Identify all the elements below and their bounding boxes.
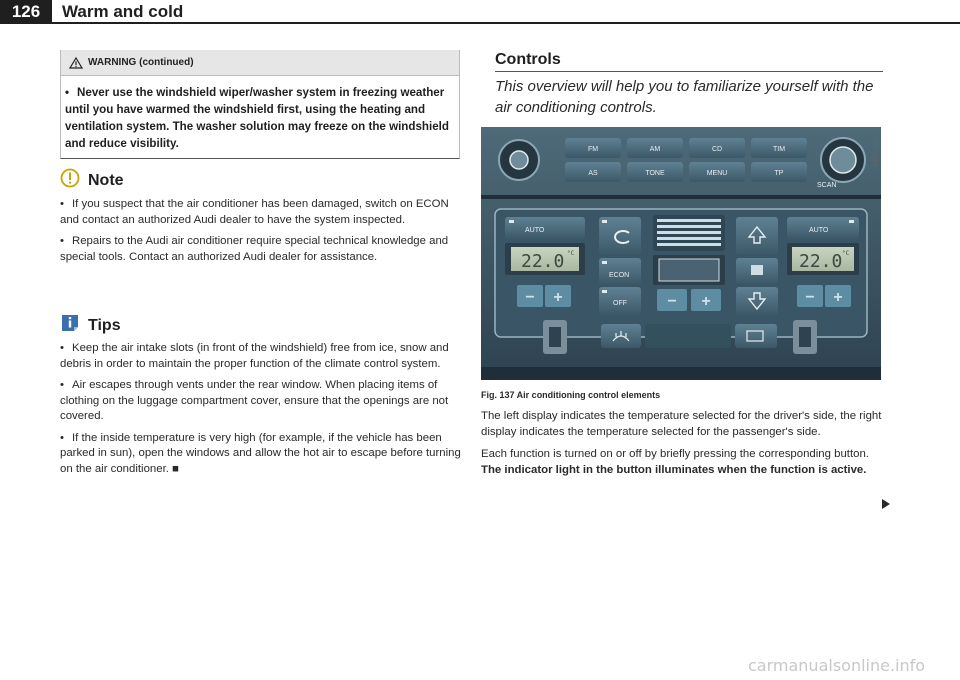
tips-title: Tips	[88, 316, 121, 334]
air-distribution-up-button[interactable]	[736, 217, 778, 255]
temperature-display-right	[787, 243, 859, 275]
tips-item-text: Keep the air intake slots (in front of the windshield) free from ice, snow and debris in order to maintain the proper function of the climate control system.	[60, 342, 449, 370]
temperature-display-left	[505, 243, 585, 275]
radio-button-label: MENU	[706, 170, 728, 177]
climate-control-figure	[481, 127, 881, 380]
econ-label: ECON	[609, 272, 630, 279]
temp-up-button-left[interactable]	[545, 285, 571, 307]
temp-down-button-right[interactable]	[797, 285, 823, 307]
figure-code: B8E-0962	[873, 135, 880, 167]
center-blank-panel	[645, 324, 731, 348]
body-paragraph	[481, 446, 883, 478]
section-title: Controls	[495, 51, 561, 68]
radio-button-label: FM	[587, 146, 599, 153]
continue-arrow-icon	[881, 497, 891, 515]
tips-item-text: Air escapes through vents under the rear window. When placing items of clothing on the luggage compartment cover, ensure that the openings are not covered.	[60, 379, 449, 422]
body-text-bold: The indicator light in the button illuminates when the function is active.	[481, 464, 867, 476]
radio-button-tp[interactable]	[751, 162, 807, 182]
fan-up-button[interactable]	[691, 289, 721, 311]
tips-item: • If the inside temperature is very high (for example, if the vehicle has been parked in sun), open the windows and allow the hot air to escape before turning on the air conditioner. ■	[60, 431, 461, 475]
warning-label: WARNING (continued)	[88, 57, 194, 68]
note-list	[60, 197, 462, 271]
chapter-title: Warm and cold	[62, 2, 184, 21]
radio-button-label: TIM	[772, 146, 786, 153]
auto-button-right[interactable]	[787, 217, 859, 239]
info-icon	[60, 313, 80, 338]
seat-heat-button-left[interactable]	[543, 320, 567, 354]
center-display	[653, 255, 725, 285]
note-item: • Repairs to the Audi air conditioner require special technical knowledge and special tools. Contact an authorized Audi dealer for assistance.	[60, 235, 449, 263]
note-item-text: Repairs to the Audi air conditioner require special technical knowledge and special tools. Contact an authorized Audi dealer for assistance.	[60, 235, 449, 263]
radio-button-as[interactable]	[565, 162, 621, 182]
note-item: • If you suspect that the air conditioner has been damaged, switch on ECON and contact an authorized Audi dealer to have the system inspected.	[60, 198, 449, 226]
radio-button-label: AM	[649, 146, 661, 153]
minus-label: −	[805, 289, 815, 306]
radio-button-tone[interactable]	[627, 162, 683, 182]
left-temp-value: 22.0	[521, 251, 565, 272]
radio-button-menu[interactable]	[689, 162, 745, 182]
off-label: OFF	[613, 300, 627, 307]
body-text-plain: Each function is turned on or off by briefly pressing the corresponding button.	[481, 448, 869, 460]
auto-label: AUTO	[809, 227, 829, 234]
radio-button-label: TP	[774, 170, 784, 177]
minus-label: −	[667, 293, 677, 310]
right-temp-value: 22.0	[799, 251, 843, 272]
radio-button-label: TONE	[645, 170, 665, 177]
figure-caption: Fig. 137 Air conditioning control elements	[481, 390, 661, 400]
plus-label: +	[553, 289, 563, 306]
note-item-text: If you suspect that the air conditioner has been damaged, switch on ECON and contact an authorized Audi dealer to have the system inspected.	[60, 198, 449, 226]
watermark: carmanualsonline.info	[748, 656, 926, 675]
off-button[interactable]	[599, 287, 641, 315]
warning-text-block	[61, 76, 459, 158]
auto-button-left[interactable]	[505, 217, 585, 239]
radio-button-label: CD	[711, 146, 723, 153]
warning-box	[60, 50, 460, 159]
temp-unit: °C	[567, 250, 575, 257]
radio-button-tim[interactable]	[751, 138, 807, 158]
air-distribution-down-button[interactable]	[736, 287, 778, 315]
econ-button[interactable]	[599, 258, 641, 284]
rear-defrost-button[interactable]	[601, 324, 641, 348]
tips-list	[60, 341, 462, 483]
body-text	[481, 408, 883, 484]
recirculation-button[interactable]	[599, 217, 641, 255]
warning-triangle-icon	[69, 57, 83, 69]
tips-item: • Air escapes through vents under the rear window. When placing items of clothing on the luggage compartment cover, ensure that the openings are not covered.	[60, 379, 449, 422]
minus-label: −	[525, 289, 535, 306]
end-mark: ■	[172, 462, 179, 475]
note-icon	[60, 168, 80, 193]
note-title: Note	[88, 171, 124, 189]
tips-item-text: If the inside temperature is very high (for example, if the vehicle has been parked in sun), open the windows and allow the hot air to escape before turning on the air conditioner.	[60, 431, 461, 475]
page-number: 126	[0, 0, 52, 24]
radio-button-am[interactable]	[627, 138, 683, 158]
seat-heat-button-right[interactable]	[793, 320, 817, 354]
tips-heading	[60, 313, 121, 338]
plus-label: +	[833, 289, 843, 306]
temp-down-button-left[interactable]	[517, 285, 543, 307]
radio-button-label: AS	[588, 170, 598, 177]
temp-unit: °C	[842, 250, 850, 257]
section-intro: This overview will help you to familiarize yourself with the air conditioning controls.	[495, 78, 874, 116]
front-defrost-button[interactable]	[735, 324, 777, 348]
bullet: •	[65, 86, 70, 99]
center-vent	[653, 215, 725, 251]
warning-header	[61, 50, 459, 76]
tips-item: • Keep the air intake slots (in front of the windshield) free from ice, snow and debris in order to maintain the proper function of the climate control system.	[60, 342, 449, 370]
plus-label: +	[701, 293, 711, 310]
fan-down-button[interactable]	[657, 289, 687, 311]
air-distribution-center-button[interactable]	[736, 258, 778, 284]
radio-button-fm[interactable]	[565, 138, 621, 158]
section-rule	[495, 71, 883, 72]
header-rule	[52, 22, 960, 24]
note-heading	[60, 168, 124, 193]
scan-label: SCAN	[817, 182, 837, 189]
warning-text: Never use the windshield wiper/washer system in freezing weather until you have warmed the windshield first, using the heating and ventilation system. The washer solution may freeze on the windshield and reduce visibility.	[65, 86, 449, 150]
auto-label: AUTO	[525, 227, 545, 234]
temp-up-button-right[interactable]	[825, 285, 851, 307]
radio-button-cd[interactable]	[689, 138, 745, 158]
body-paragraph: The left display indicates the temperature selected for the driver's side, the right display indicates the temperature selected for the passenger's side.	[481, 410, 882, 438]
